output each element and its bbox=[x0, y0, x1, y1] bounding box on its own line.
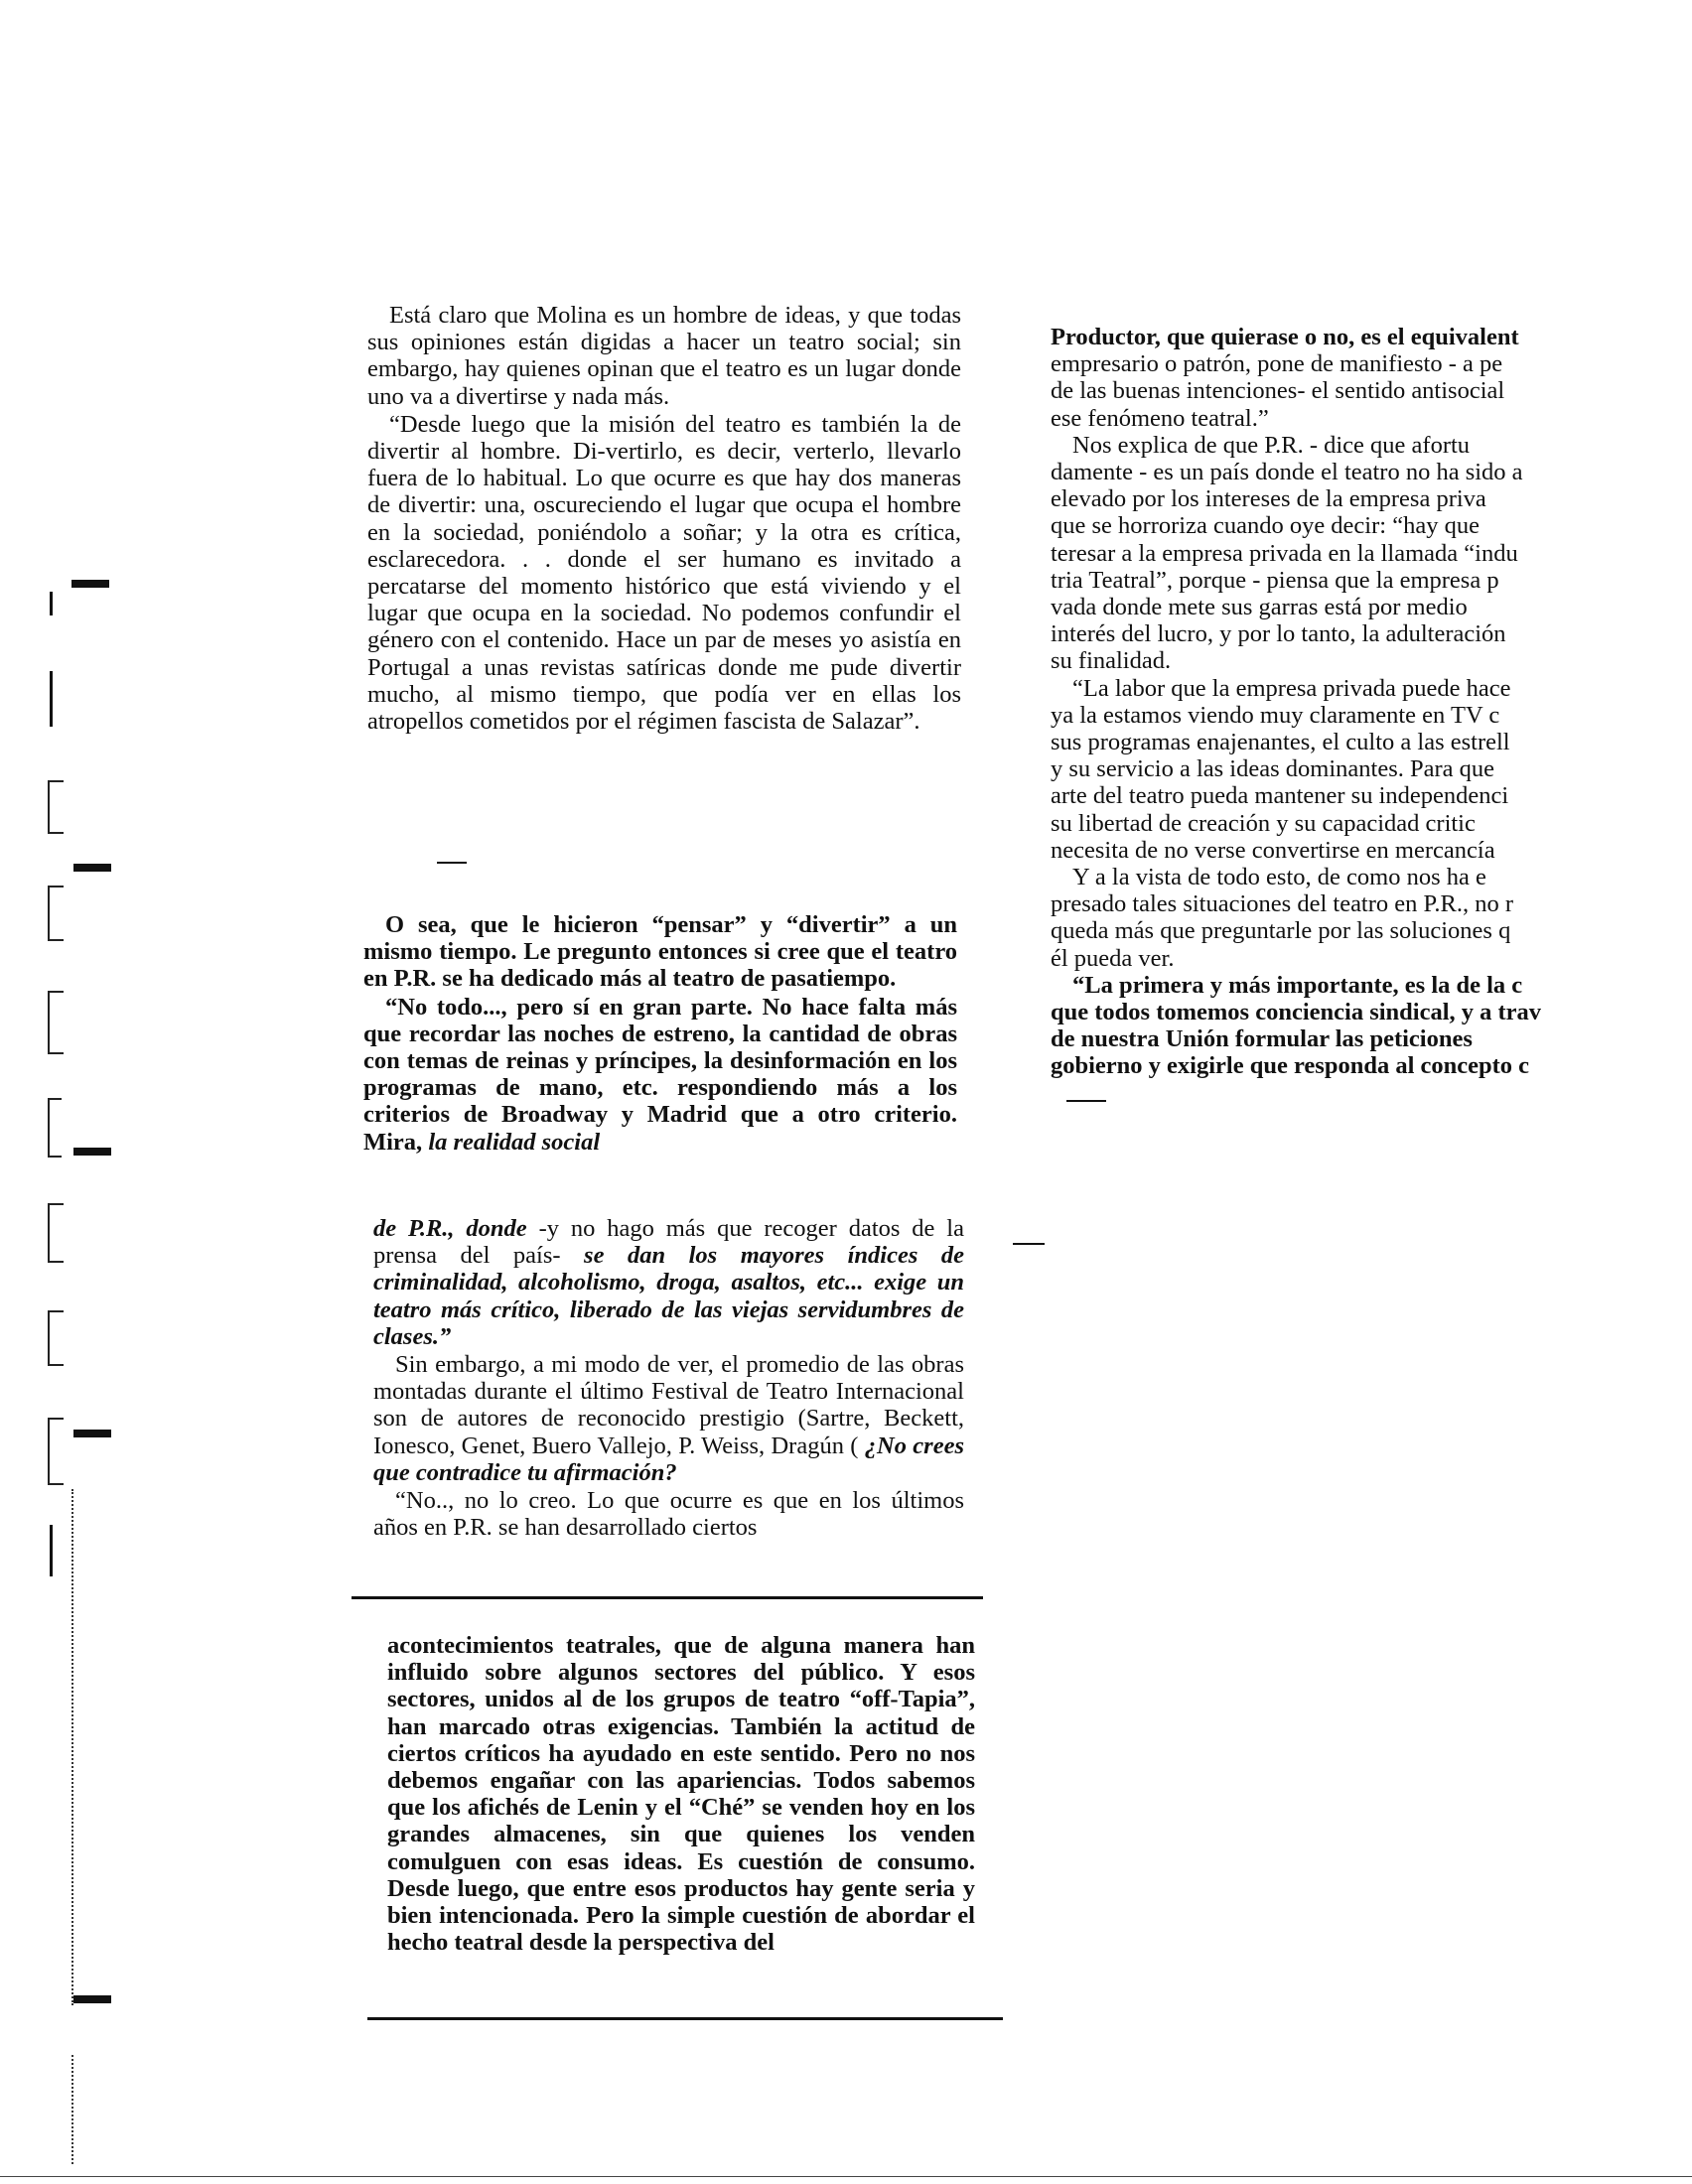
line: damente - es un país donde el teatro no ha sido a bbox=[1051, 459, 1523, 486]
paragraph: “No.., no lo creo. Lo que ocurre es que en los últimos años en P.R. se han desarrollado ciertos bbox=[373, 1487, 964, 1542]
paragraph-text: Sin embargo, a mi modo de ver, el promedio de las obras montadas durante el último Festival de Teatro Internacional son de autores de reconocido prestigio (Sartre, Beckett, Ionesco, Genet, Buero Vallejo, P. Weiss, Dragún ( bbox=[373, 1351, 964, 1459]
bracket-mark bbox=[48, 1203, 64, 1263]
line: y su servicio a las ideas dominantes. Para que bbox=[1051, 755, 1495, 783]
paragraph-italic: ¿No crees que contradice tu afirmación? bbox=[373, 1432, 964, 1486]
punch-mark bbox=[73, 1148, 111, 1156]
paragraph-text: “No todo..., pero sí en gran parte. No hace falta más que recordar las noches de estreno, la cantidad de obras con temas de reinas y príncipes, la desinformación en los programas de mano, etc. respondiendo más a los criterios de Broadway y Madrid que a otro criterio. Mira, bbox=[363, 993, 957, 1156]
punch-mark bbox=[73, 1995, 111, 2003]
line: su finalidad. bbox=[1051, 647, 1172, 675]
bracket-mark bbox=[48, 886, 64, 941]
clipping-edge-line bbox=[352, 1596, 983, 1599]
bracket-mark bbox=[48, 780, 64, 834]
bracket-mark bbox=[48, 1418, 64, 1485]
line: tria Teatral”, porque - piensa que la empresa p bbox=[1051, 566, 1499, 594]
line: ya la estamos viendo muy claramente en TV c bbox=[1051, 701, 1500, 729]
punch-mark bbox=[73, 864, 111, 872]
paragraph: O sea, que le hicieron “pensar” y “divertir” a un mismo tiempo. Le pregunto entonces si cree que el teatro en P.R. se ha dedicado más al teatro de pasatiempo. bbox=[363, 911, 957, 993]
paragraph bbox=[363, 994, 957, 1156]
line: arte del teatro pueda mantener su independenci bbox=[1051, 782, 1509, 810]
line: que todos tomemos conciencia sindical, y a trav bbox=[1051, 999, 1542, 1026]
bracket-mark bbox=[48, 991, 64, 1054]
line: presado tales situaciones del teatro en P.R., no r bbox=[1051, 890, 1514, 918]
paragraph-italic: la realidad social bbox=[428, 1128, 601, 1156]
line: ese fenómeno teatral.” bbox=[1051, 404, 1269, 432]
line: Nos explica de que P.R. - dice que afortu bbox=[1072, 431, 1471, 459]
line: elevado por los intereses de la empresa priva bbox=[1051, 485, 1486, 513]
paragraph-italic: de P.R., donde bbox=[373, 1215, 527, 1242]
edge-mark bbox=[50, 671, 53, 727]
article-column-1-middle bbox=[363, 911, 957, 1156]
line: “La primera y más importante, es la de la c bbox=[1072, 971, 1523, 999]
edge-mark bbox=[50, 592, 53, 615]
line: de nuestra Unión formular las peticiones bbox=[1051, 1025, 1473, 1053]
line: de las buenas intenciones- el sentido antisocial bbox=[1051, 377, 1505, 405]
line: necesita de no verse convertirse en mercancía bbox=[1051, 836, 1495, 864]
line: que se horroriza cuando oye decir: “hay que bbox=[1051, 512, 1480, 540]
line: empresario o patrón, pone de manifiesto - a pe bbox=[1051, 350, 1503, 378]
clipping-edge-line bbox=[367, 2017, 1003, 2020]
article-column-1-bottom bbox=[387, 1632, 975, 1956]
divider bbox=[437, 862, 467, 864]
line: Productor, que quierase o no, es el equivalent bbox=[1051, 324, 1519, 350]
line: teresar a la empresa privada en la llamada “indu bbox=[1051, 539, 1518, 567]
line: sus programas enajenantes, el culto a las estrell bbox=[1051, 729, 1510, 756]
dotted-edge bbox=[71, 1489, 73, 2005]
stray-mark bbox=[1066, 1100, 1106, 1102]
punch-mark bbox=[71, 580, 109, 588]
paragraph bbox=[373, 1351, 964, 1486]
stray-mark bbox=[1013, 1243, 1045, 1245]
line: “La labor que la empresa privada puede hace bbox=[1072, 674, 1511, 702]
paragraph: Está claro que Molina es un hombre de ideas, y que todas sus opiniones están digidas a hacer un teatro social; sin embargo, hay quienes opinan que el teatro es un lugar donde uno va a divertirse y nada más. bbox=[367, 302, 961, 410]
article-column-1-lower bbox=[373, 1215, 964, 1541]
line: vada donde mete sus garras está por medio bbox=[1051, 594, 1468, 621]
line: él pueda ver. bbox=[1051, 944, 1175, 972]
edge-mark bbox=[50, 1525, 53, 1576]
line: queda más que preguntarle por las soluciones q bbox=[1051, 917, 1511, 945]
article-column-1-top bbox=[367, 302, 961, 735]
line: interés del lucro, y por lo tanto, la adulteración bbox=[1051, 620, 1506, 648]
line: Y a la vista de todo esto, de como nos ha e bbox=[1072, 864, 1486, 891]
bracket-mark bbox=[48, 1098, 62, 1158]
bracket-mark bbox=[48, 1310, 64, 1366]
paragraph: “Desde luego que la misión del teatro es también la de divertir al hombre. Di-vertirlo, es decir, verterlo, llevarlo fuera de lo habitual. Lo que ocurre es que hay dos maneras de divertir: una, oscureciendo el lugar que ocupa el hombre en la sociedad, poniéndolo a soñar; y la otra es crítica, esclarecedora. . . donde el ser humano es invitado a percatarse del momento histórico que está viviendo y el lugar que ocupa en la sociedad. No podemos confundir el género con el contenido. Hace un par de meses yo asistía en Portugal a unas revistas satíricas donde me pude divertir mucho, al mismo tiempo, que podía ver en ellas los atropellos cometidos por el régimen fascista de Salazar”. bbox=[367, 410, 961, 736]
line: su libertad de creación y su capacidad critic bbox=[1051, 809, 1476, 837]
punch-mark bbox=[73, 1430, 111, 1437]
line: gobierno y exigirle que responda al concepto c bbox=[1051, 1052, 1530, 1080]
article-column-2 bbox=[1051, 324, 1622, 1080]
page-bottom-edge bbox=[0, 2176, 1692, 2177]
paragraph: acontecimientos teatrales, que de alguna manera han influido sobre algunos sectores del público. Y esos sectores, unidos al de los grupos de teatro “off-Tapia”, han marcado otras exigencias. También la actitud de ciertos críticos ha ayudado en este sentido. Pero no nos debemos engañar con las apariencias. Todos sabemos que los afichés de Lenin y el “Ché” se venden hoy en los grandes almacenes, sin que quienes los venden comulguen con esas ideas. Es cuestión de consumo. Desde luego, que entre esos productos hay gente seria y bien intencionada. Pero la simple cuestión de abordar el hecho teatral desde la perspectiva del bbox=[387, 1632, 975, 1957]
paragraph-italic: se dan los mayores índices de criminalidad, alcoholismo, droga, asaltos, etc... exige un teatro más crítico, liberado de las viejas servidumbres de clases.” bbox=[373, 1242, 965, 1350]
paragraph bbox=[373, 1215, 964, 1350]
paragraph-text: -y no hago más que recoger datos de la prensa del país- bbox=[373, 1215, 964, 1270]
dotted-edge bbox=[71, 2055, 73, 2164]
